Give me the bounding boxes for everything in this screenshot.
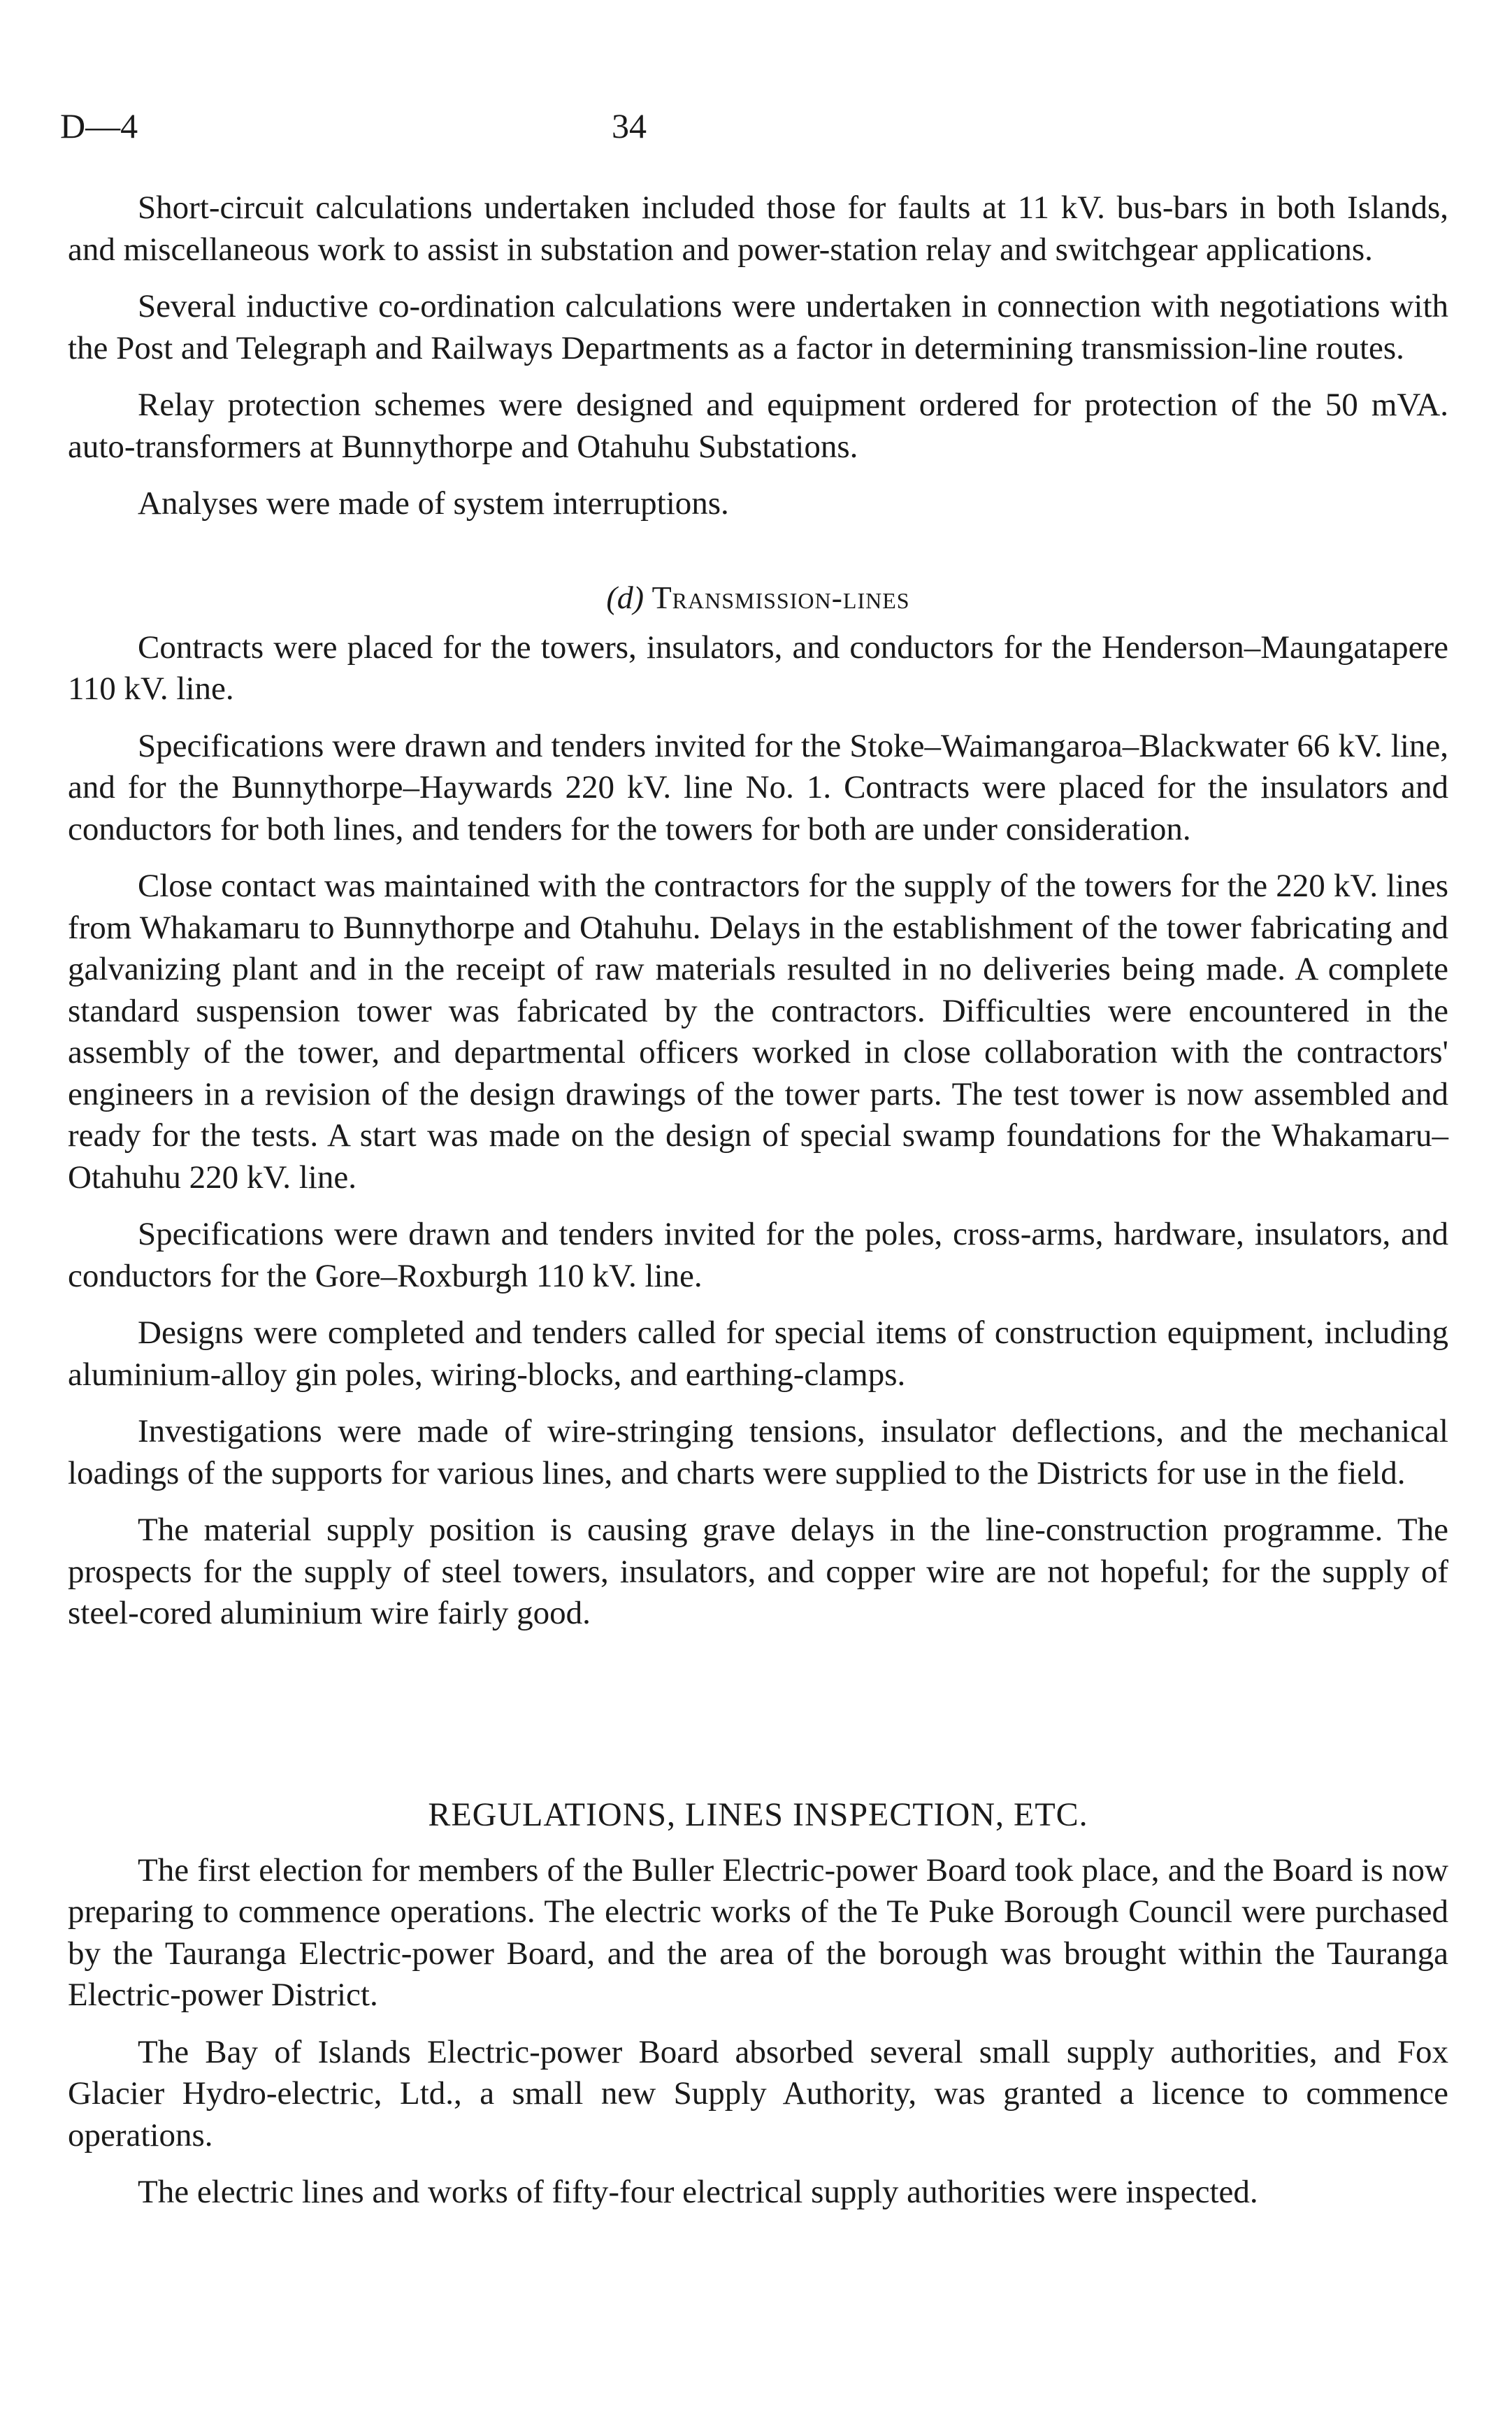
section-title: Transmission-lines — [651, 579, 910, 615]
paragraph: Short-circuit calculations undertaken included those for faults at 11 kV. bus-bars in both Islands, and miscellaneous work to assist in substation and power-station relay and switchgear applications. — [68, 189, 1448, 268]
document-code: D—4 — [60, 106, 138, 145]
paragraph: Several inductive co-ordination calculations were undertaken in connection with negotiations with the Post and Telegraph and Railways Departments as a factor in determining transmission-line routes. — [68, 288, 1448, 366]
paragraph: Close contact was maintained with the contractors for the supply of the towers for the 220 kV. lines from Whakamaru to Bunnythorpe and Otahuhu. Delays in the establishment of the tower fabricating and galvanizing plant and in the receipt of raw materials resulted in no deliveries being made. A complete standard suspension tower was fabricated by the contractors. Difficulties were encountered in the assembly of the tower, and departmental officers worked in close collaboration with the contractors' engineers in a revision of the design drawings of the tower parts. The test tower is now assembled and ready for the tests. A start was made on the design of special swamp foundations for the Whakamaru–Otahuhu 220 kV. line. — [68, 868, 1448, 1196]
paragraph: Designs were completed and tenders called for special items of construction equipment, including aluminium-alloy gin poles, wiring-blocks, and earthing-clamps. — [68, 1314, 1448, 1393]
paragraph: Contracts were placed for the towers, insulators, and conductors for the Henderson–Maungatapere 110 kV. line. — [68, 629, 1448, 707]
paragraph: The electric lines and works of fifty-four electrical supply authorities were inspected. — [138, 2174, 1258, 2210]
document-body — [68, 187, 1448, 2229]
paragraph: Analyses were made of system interruptions. — [138, 485, 729, 522]
page-number: 34 — [612, 106, 647, 145]
paragraph: The Bay of Islands Electric-power Board absorbed several small supply authorities, and Fox Glacier Hydro-electric, Ltd., a small new Supply Authority, was granted a licence to commence operations. — [68, 2033, 1448, 2154]
paragraph: Specifications were drawn and tenders invited for the poles, cross-arms, hardware, insulators, and conductors for the Gore–Roxburgh 110 kV. line. — [68, 1216, 1448, 1294]
paragraph: Specifications were drawn and tenders invited for the Stoke–Waimangaroa–Blackwater 66 kV. line, and for the Bunnythorpe–Haywards 220 kV. line No. 1. Contracts were placed for the insulators and conductors for both lines, and tenders for the towers for both are under consideration. — [68, 727, 1448, 847]
paragraph: The material supply position is causing grave delays in the line-construction programme. The prospects for the supply of steel towers, insulators, and copper wire are not hopeful; for the supply of steel-cored aluminium wire fairly good. — [68, 1512, 1448, 1631]
section-heading-transmission-lines — [68, 577, 1448, 619]
section-heading-regulations: REGULATIONS, LINES INSPECTION, ETC. — [428, 1796, 1088, 1833]
paragraph: Investigations were made of wire-stringing tensions, insulator deflections, and the mechanical loadings of the supports for various lines, and charts were supplied to the Districts for use in the field. — [68, 1413, 1448, 1491]
section-label: (d) — [606, 579, 645, 615]
paragraph: The first election for members of the Buller Electric-power Board took place, and the Board is now preparing to commence operations. The electric works of the Te Puke Borough Council were purchased by the Tauranga Electric-power Board, and the area of the borough was brought within the Tauranga Electric-power District. — [68, 1851, 1448, 2013]
paragraph: Relay protection schemes were designed and equipment ordered for protection of the 50 mVA. auto-transformers at Bunnythorpe and Otahuhu Substations. — [68, 387, 1448, 465]
